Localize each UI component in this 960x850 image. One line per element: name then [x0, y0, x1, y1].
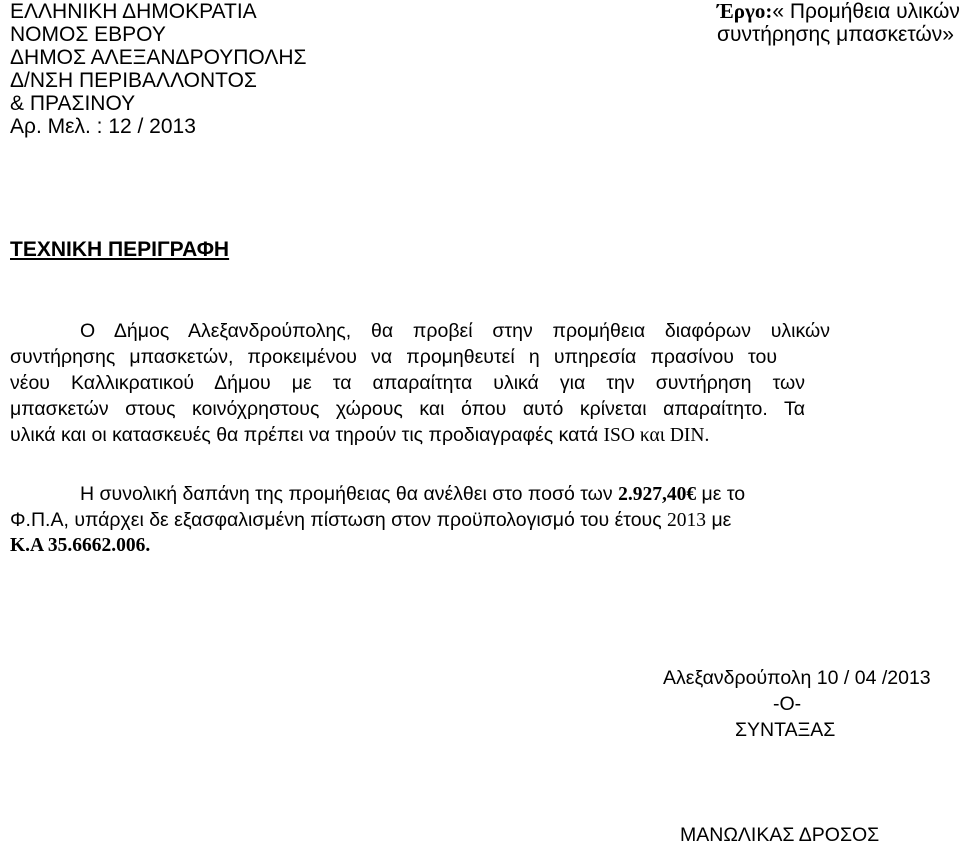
total-amount: 2.927,40€ — [618, 484, 697, 505]
paragraph1-line2: συντήρησης μπασκετών, προκειμένου να προμηθευτεί η υπηρεσία πρασίνου του — [10, 346, 777, 368]
paragraph2-line2 — [10, 507, 940, 534]
project-title-line2: συντήρησης μπασκετών» — [717, 23, 954, 46]
authority-line-directorate: Δ/ΝΣΗ ΠΕΡΙΒΑΛΛΟΝΤΟΣ — [10, 69, 257, 92]
paragraph2-line2-end: με — [706, 509, 732, 531]
authority-header — [10, 0, 307, 138]
document-title: ΤΕΧΝΙΚΗ ΠΕΡΙΓΡΑΦΗ — [10, 238, 230, 261]
paragraph1-line3: νέου Καλλικρατικού Δήμου με τα απαραίτητα υλικά για την συντήρηση των — [10, 372, 805, 394]
place-and-date: Αλεξανδρούπολη 10 / 04 /2013 — [663, 667, 931, 689]
signature-separator: -Ο- — [773, 693, 802, 715]
paragraph2-line1-end: με το — [696, 483, 746, 505]
budget-code: Κ.Α 35.6662.006. — [10, 535, 151, 556]
paragraph1-line5 — [10, 422, 940, 449]
project-title-line1 — [717, 0, 960, 23]
project-label: Έργο: — [717, 0, 773, 23]
paragraph2-line1 — [80, 481, 840, 508]
project-header — [717, 0, 960, 46]
author-name: ΜΑΝΩΛΙΚΑΣ ΔΡΟΣΟΣ — [680, 824, 880, 846]
paragraph1-line5-text: υλικά και οι κατασκευές θα πρέπει να τηρούν τις προδιαγραφές κατά — [10, 424, 604, 446]
author-role: ΣΥΝΤΑΞΑΣ — [735, 719, 836, 741]
study-number: Αρ. Μελ. : 12 / 2013 — [10, 115, 196, 138]
paragraph2-line2-text: Φ.Π.Α, υπάρχει δε εξασφαλισμένη πίστωση στον προϋπολογισμό του έτους — [10, 509, 668, 531]
authority-line-country: ΕΛΛΗΝΙΚΗ ΔΗΜΟΚΡΑΤΙΑ — [10, 0, 257, 23]
paragraph1-line1: Ο Δήμος Αλεξανδρούπολης, θα προβεί στην προμήθεια διαφόρων υλικών — [80, 320, 830, 342]
authority-line-department: & ΠΡΑΣΙΝΟΥ — [10, 92, 136, 115]
authority-line-prefecture: ΝΟΜΟΣ ΕΒΡΟΥ — [10, 23, 166, 46]
authority-line-municipality: ΔΗΜΟΣ ΑΛΕΞΑΝΔΡΟΥΠΟΛΗΣ — [10, 46, 307, 69]
budget-year: 2013 — [667, 510, 707, 531]
paragraph1-line4: μπασκετών στους κοινόχρηστους χώρους και όπου αυτό κρίνεται απαραίτητο. Τα — [10, 398, 805, 420]
standards-text: ISO και DIN. — [603, 425, 710, 446]
project-title-part1: « Προμήθεια υλικών — [772, 0, 960, 23]
paragraph2-line1-text: Η συνολική δαπάνη της προμήθειας θα ανέλθει στο ποσό των — [80, 483, 619, 505]
